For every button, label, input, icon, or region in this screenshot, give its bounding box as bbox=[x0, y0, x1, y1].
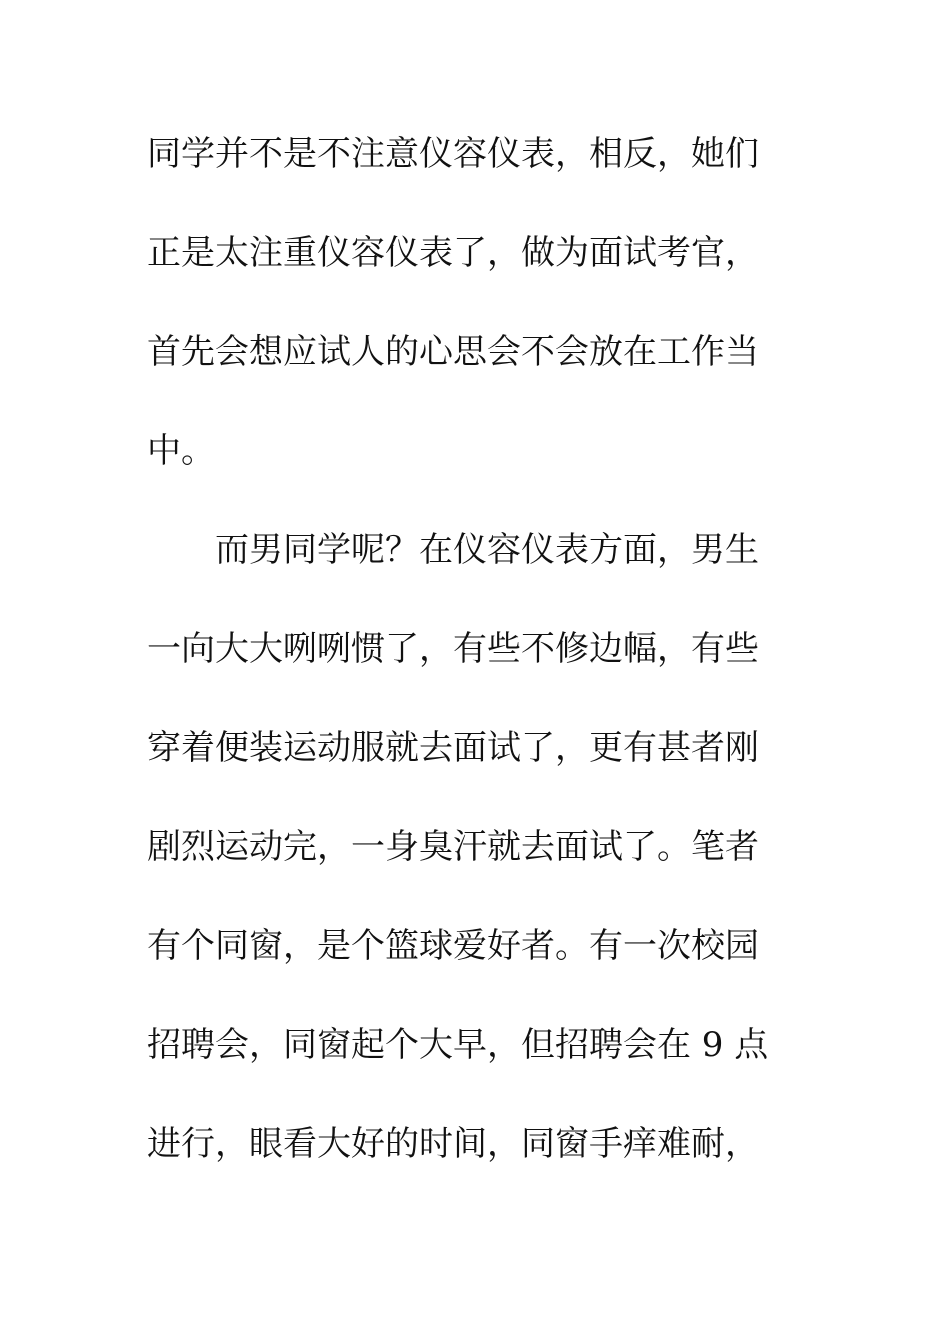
body-text bbox=[147, 120, 787, 1209]
text-line: 招聘会，同窗起个大早，但招聘会在 9 点 bbox=[147, 1025, 769, 1065]
text-line: 剧烈运动完，一身臭汗就去面试了。笔者 bbox=[147, 827, 759, 867]
text-line: 进行，眼看大好的时间，同窗手痒难耐， bbox=[147, 1124, 759, 1164]
paragraph-start-line: 而男同学呢？在仪容仪表方面，男生 bbox=[215, 530, 759, 570]
text-line: 中。 bbox=[147, 431, 215, 471]
text-line: 有个同窗，是个篮球爱好者。有一次校园 bbox=[147, 926, 759, 966]
text-line: 同学并不是不注意仪容仪表，相反，她们 bbox=[147, 134, 759, 174]
text-line: 一向大大咧咧惯了，有些不修边幅，有些 bbox=[147, 629, 759, 669]
text-line: 穿着便装运动服就去面试了，更有甚者刚 bbox=[147, 728, 759, 768]
text-line: 首先会想应试人的心思会不会放在工作当 bbox=[147, 332, 759, 372]
text-line: 正是太注重仪容仪表了，做为面试考官， bbox=[147, 233, 759, 273]
